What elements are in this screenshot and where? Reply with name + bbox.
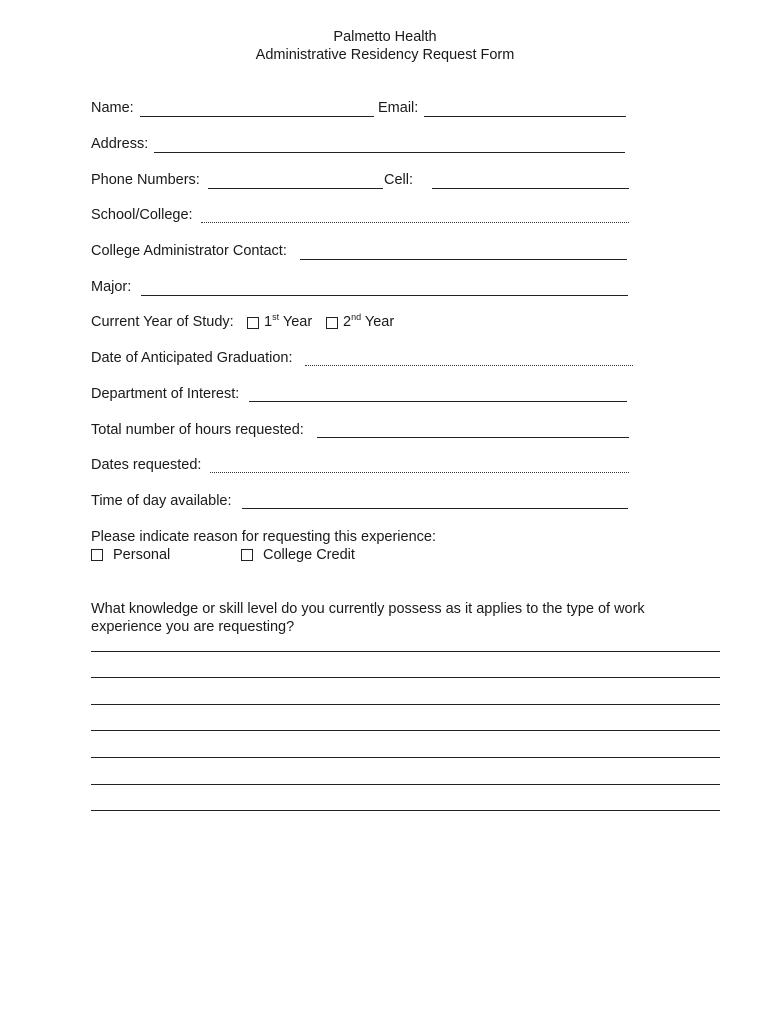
answer-line[interactable] <box>91 784 720 785</box>
address-label: Address: <box>91 136 149 152</box>
email-label: Email: <box>378 100 419 116</box>
year-2-label <box>343 313 394 331</box>
answer-line[interactable] <box>91 677 720 678</box>
college-credit-label: College Credit <box>263 547 355 563</box>
phone-label: Phone Numbers: <box>91 172 200 188</box>
year-2-number: 2 <box>343 314 352 330</box>
admin-contact-field[interactable] <box>300 259 627 260</box>
cell-field[interactable] <box>432 188 629 189</box>
reason-prompt: Please indicate reason for requesting this experience: <box>91 529 436 545</box>
hours-field[interactable] <box>317 437 629 438</box>
address-field[interactable] <box>154 152 625 153</box>
major-field[interactable] <box>141 295 628 296</box>
time-of-day-field[interactable] <box>242 508 628 509</box>
personal-label: Personal <box>113 547 171 563</box>
year-1-word: Year <box>282 314 313 330</box>
major-label: Major: <box>91 279 132 295</box>
year-2-word: Year <box>364 314 395 330</box>
admin-contact-label: College Administrator Contact: <box>91 243 287 259</box>
answer-line[interactable] <box>91 810 720 811</box>
form-title: Administrative Residency Request Form <box>255 47 515 63</box>
personal-checkbox[interactable] <box>91 549 103 561</box>
organization-name: Palmetto Health <box>333 29 437 45</box>
name-field[interactable] <box>140 116 374 117</box>
graduation-label: Date of Anticipated Graduation: <box>91 350 293 366</box>
cell-label: Cell: <box>384 172 414 188</box>
year-2-checkbox[interactable] <box>326 317 338 329</box>
email-field[interactable] <box>424 116 626 117</box>
phone-field[interactable] <box>208 188 383 189</box>
answer-line[interactable] <box>91 704 720 705</box>
college-credit-checkbox[interactable] <box>241 549 253 561</box>
dates-field[interactable] <box>210 472 629 473</box>
time-of-day-label: Time of day available: <box>91 493 232 509</box>
hours-label: Total number of hours requested: <box>91 422 304 438</box>
school-label: School/College: <box>91 207 193 223</box>
year-1-suffix: st <box>272 312 280 322</box>
answer-line[interactable] <box>91 757 720 758</box>
school-field[interactable] <box>201 222 629 223</box>
year-2-suffix: nd <box>351 312 362 322</box>
department-label: Department of Interest: <box>91 386 240 402</box>
knowledge-question-line-2: experience you are requesting? <box>91 619 295 635</box>
name-label: Name: <box>91 100 134 116</box>
answer-line[interactable] <box>91 651 720 652</box>
knowledge-question-line-1: What knowledge or skill level do you currently possess as it applies to the type of work <box>91 601 645 617</box>
department-field[interactable] <box>249 401 627 402</box>
year-1-label <box>264 313 312 331</box>
year-of-study-label: Current Year of Study: <box>91 314 234 330</box>
graduation-field[interactable] <box>305 365 633 366</box>
answer-line[interactable] <box>91 730 720 731</box>
dates-label: Dates requested: <box>91 457 202 473</box>
year-1-number: 1 <box>264 314 273 330</box>
year-1-checkbox[interactable] <box>247 317 259 329</box>
